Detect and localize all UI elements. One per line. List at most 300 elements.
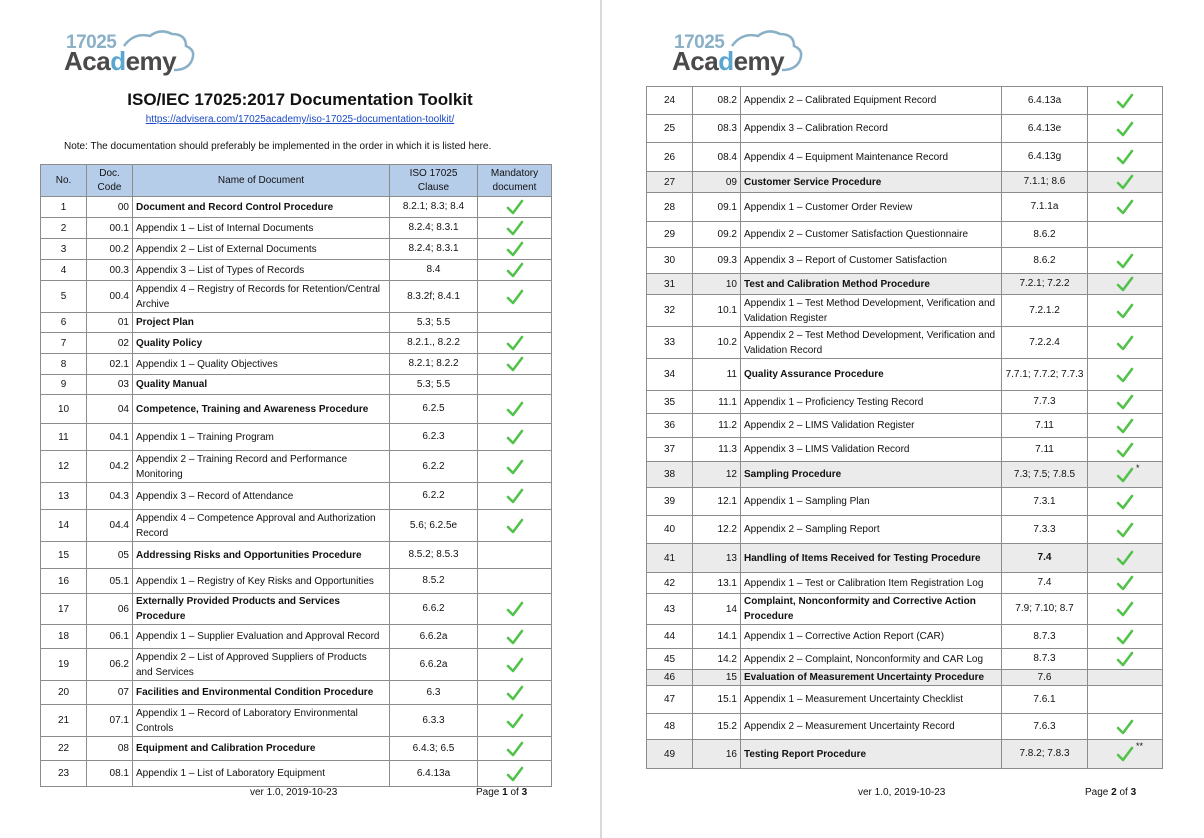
table-row [41,375,552,395]
iso-clause: 6.4.13g [1002,143,1088,172]
row-number: 15 [41,542,87,569]
iso-clause: 8.6.2 [1002,248,1088,274]
iso-clause: 6.3.3 [390,705,478,737]
document-name: Appendix 1 – Test or Calibration Item Registration Log [741,573,1002,594]
row-number: 27 [647,172,693,193]
table-row [41,451,552,483]
checkmark-icon [1116,367,1134,384]
table-row [647,686,1163,714]
row-number: 43 [647,594,693,625]
checkmark-icon [506,356,524,373]
table-row [647,87,1163,115]
footer-page-number [1085,787,1136,798]
mandatory-cell [1088,115,1163,143]
iso-clause: 7.4 [1002,573,1088,594]
checkmark-icon [506,601,524,618]
logo-word-accent: d [110,46,126,76]
table-row [41,395,552,424]
mandatory-cell [478,625,552,649]
logo-word [64,46,176,77]
mandatory-cell [1088,462,1163,488]
row-number: 4 [41,260,87,281]
row-number: 44 [647,625,693,649]
doc-code: 02 [87,333,133,354]
footer-current-page: 2 [1111,787,1117,798]
row-number: 6 [41,313,87,333]
header-mandatory-line1: Mandatory [490,167,539,179]
document-name: Appendix 1 – Test Method Development, Verification and Validation Register [741,295,1002,327]
row-number: 5 [41,281,87,313]
doc-code: 08 [87,737,133,761]
document-name: Appendix 4 – Competence Approval and Authorization Record [133,510,390,542]
checkmark-icon [506,401,524,418]
row-number: 11 [41,424,87,451]
table-row [647,544,1163,573]
checkmark-icon [1116,719,1134,736]
doc-code: 04.4 [87,510,133,542]
iso-clause: 6.4.3; 6.5 [390,737,478,761]
row-number: 32 [647,295,693,327]
checkmark-icon [506,518,524,535]
logo-word-start: Aca [672,46,719,76]
header-mandatory-line2: document [492,181,537,193]
row-number: 14 [41,510,87,542]
checkmark-icon [506,429,524,446]
row-number: 12 [41,451,87,483]
checkmark-icon [1116,121,1134,138]
table-row [647,573,1163,594]
document-name: Quality Manual [133,375,390,395]
row-number: 48 [647,714,693,740]
mandatory-cell [478,483,552,510]
checkmark-icon [506,220,524,237]
iso-clause: 7.1.1; 8.6 [1002,172,1088,193]
document-name: Appendix 3 – Report of Customer Satisfaction [741,248,1002,274]
footer-page-word: Page [1085,787,1109,798]
mandatory-cell [478,594,552,625]
document-name: Appendix 2 – Training Record and Performance Monitoring [133,451,390,483]
iso-clause: 7.4 [1002,544,1088,573]
row-number: 16 [41,569,87,594]
row-number: 33 [647,327,693,359]
document-name: Appendix 2 – List of External Documents [133,239,390,260]
mandatory-cell [1088,544,1163,573]
mandatory-cell [478,197,552,218]
iso-clause: 6.2.2 [390,451,478,483]
logo-word-start: Aca [64,46,111,76]
iso-clause: 6.4.13a [1002,87,1088,115]
iso-clause: 6.2.2 [390,483,478,510]
mandatory-cell [1088,143,1163,172]
iso-clause: 6.3 [390,681,478,705]
document-name: Appendix 2 – Complaint, Nonconformity and CAR Log [741,649,1002,670]
document-name: Document and Record Control Procedure [133,197,390,218]
row-number: 8 [41,354,87,375]
iso-clause: 7.2.2.4 [1002,327,1088,359]
row-number: 49 [647,740,693,769]
logo-number: 17025 [674,32,725,53]
header-clause-line1: ISO 17025 [409,167,458,179]
table-row [41,260,552,281]
iso-clause: 8.2.4; 8.3.1 [390,218,478,239]
doc-code: 03 [87,375,133,395]
table-row [41,333,552,354]
row-number: 17 [41,594,87,625]
doc-code: 13 [693,544,741,573]
doc-code: 13.1 [693,573,741,594]
checkmark-icon [1116,629,1134,646]
row-number: 36 [647,414,693,438]
iso-clause: 6.2.5 [390,395,478,424]
footnote-mark: ** [1136,741,1144,751]
document-name: Appendix 3 – Record of Attendance [133,483,390,510]
doc-code: 14 [693,594,741,625]
iso-clause: 7.11 [1002,414,1088,438]
document-name: Customer Service Procedure [741,172,1002,193]
document-name: Sampling Procedure [741,462,1002,488]
iso-clause: 8.6.2 [1002,222,1088,248]
iso-clause: 6.6.2 [390,594,478,625]
doc-code: 11.3 [693,438,741,462]
document-name: Appendix 2 – Sampling Report [741,516,1002,544]
table-row [647,359,1163,391]
document-name: Facilities and Environmental Condition Procedure [133,681,390,705]
row-number: 20 [41,681,87,705]
checkmark-icon [506,262,524,279]
checkmark-icon [506,629,524,646]
document-name: Appendix 3 – LIMS Validation Record [741,438,1002,462]
doc-code: 10.1 [693,295,741,327]
doc-code: 16 [693,740,741,769]
toolkit-link[interactable]: https://advisera.com/17025academy/iso-17025-documentation-toolkit/ [145,114,455,125]
mandatory-cell [478,239,552,260]
mandatory-cell [1088,516,1163,544]
iso-clause: 5.6; 6.2.5e [390,510,478,542]
row-number: 41 [647,544,693,573]
table-row [647,462,1163,488]
table-row [647,714,1163,740]
mandatory-cell [1088,172,1163,193]
row-number: 9 [41,375,87,395]
mandatory-cell [1088,87,1163,115]
checkmark-icon [506,488,524,505]
doc-code: 08.3 [693,115,741,143]
table-header-row [41,165,552,197]
iso-clause: 6.6.2a [390,649,478,681]
checkmark-icon [506,766,524,783]
iso-clause: 8.2.1; 8.2.2 [390,354,478,375]
table-row [647,649,1163,670]
table-row [647,172,1163,193]
table-row [647,115,1163,143]
row-number: 7 [41,333,87,354]
mandatory-cell [1088,625,1163,649]
doc-code: 01 [87,313,133,333]
checkmark-icon [1116,276,1134,293]
checkmark-icon [1116,550,1134,567]
doc-code: 06.2 [87,649,133,681]
iso-clause: 7.3.3 [1002,516,1088,544]
footer-of-word: of [1119,787,1128,798]
mandatory-cell [1088,740,1163,769]
table-row [647,625,1163,649]
row-number: 26 [647,143,693,172]
footer-of-word: of [510,787,519,798]
row-number: 13 [41,483,87,510]
iso-clause: 8.7.3 [1002,649,1088,670]
iso-clause: 8.2.1., 8.2.2 [390,333,478,354]
table-row [647,414,1163,438]
checkmark-icon [1116,394,1134,411]
document-name: Appendix 3 – List of Types of Records [133,260,390,281]
academy-logo [64,26,204,78]
document-name: Equipment and Calibration Procedure [133,737,390,761]
mandatory-cell [478,424,552,451]
checkmark-icon [1116,494,1134,511]
row-number: 42 [647,573,693,594]
row-number: 45 [647,649,693,670]
row-number: 24 [647,87,693,115]
footer-page-word: Page [476,787,500,798]
doc-code: 09.1 [693,193,741,222]
table-row [41,239,552,260]
document-name: Appendix 1 – Proficiency Testing Record [741,391,1002,414]
table-row [41,483,552,510]
table-row [41,594,552,625]
doc-code: 07.1 [87,705,133,737]
row-number: 40 [647,516,693,544]
row-number: 23 [41,761,87,787]
doc-code: 09.2 [693,222,741,248]
checkmark-icon [506,241,524,258]
doc-code: 00.1 [87,218,133,239]
iso-clause: 7.9; 7.10; 8.7 [1002,594,1088,625]
table-row [647,438,1163,462]
doc-code: 11 [693,359,741,391]
mandatory-cell [1088,649,1163,670]
document-name: Appendix 1 – Customer Order Review [741,193,1002,222]
logo-word-end: emy [733,46,785,76]
mandatory-cell [1088,295,1163,327]
header-clause-line2: Clause [417,181,450,193]
document-name: Project Plan [133,313,390,333]
document-name: Appendix 1 – Training Program [133,424,390,451]
doc-code: 06.1 [87,625,133,649]
document-name: Appendix 4 – Equipment Maintenance Record [741,143,1002,172]
checkmark-icon [1116,303,1134,320]
doc-code: 11.2 [693,414,741,438]
doc-code: 08.1 [87,761,133,787]
document-name: Appendix 1 – Measurement Uncertainty Checklist [741,686,1002,714]
document-name: Appendix 1 – Record of Laboratory Environmental Controls [133,705,390,737]
iso-clause: 7.7.3 [1002,391,1088,414]
doc-code: 06 [87,594,133,625]
header-doc-code-line2: Code [97,181,122,193]
table-row [647,193,1163,222]
mandatory-cell [478,395,552,424]
doc-code: 09 [693,172,741,193]
doc-code: 05.1 [87,569,133,594]
mandatory-cell [478,333,552,354]
row-number: 46 [647,670,693,686]
table-row [647,594,1163,625]
iso-clause: 8.7.3 [1002,625,1088,649]
checkmark-icon [1116,575,1134,592]
document-name: Appendix 1 – Sampling Plan [741,488,1002,516]
table-row [41,424,552,451]
document-name: Appendix 2 – Measurement Uncertainty Record [741,714,1002,740]
doc-code: 12.1 [693,488,741,516]
row-number: 47 [647,686,693,714]
doc-code: 04 [87,395,133,424]
header-name: Name of Document [133,165,390,197]
header-mandatory [478,165,552,197]
document-name: Testing Report Procedure [741,740,1002,769]
mandatory-cell [1088,391,1163,414]
row-number: 35 [647,391,693,414]
header-doc-code-line1: Doc. [99,167,120,179]
mandatory-cell [478,354,552,375]
row-number: 2 [41,218,87,239]
header-clause [390,165,478,197]
document-page-1 [0,0,600,838]
implementation-note: Note: The documentation should preferably be implemented in the order in which it is listed here. [64,141,492,152]
mandatory-cell [478,737,552,761]
iso-clause: 7.11 [1002,438,1088,462]
iso-clause: 8.2.4; 8.3.1 [390,239,478,260]
document-name: Appendix 1 – List of Laboratory Equipment [133,761,390,787]
iso-clause: 6.4.13a [390,761,478,787]
doc-code: 00.2 [87,239,133,260]
checkmark-icon [1116,522,1134,539]
checkmark-icon [1116,467,1134,484]
doc-code: 15.1 [693,686,741,714]
mandatory-cell [478,281,552,313]
table-row [41,681,552,705]
document-name: Complaint, Nonconformity and Corrective Action Procedure [741,594,1002,625]
row-number: 28 [647,193,693,222]
document-name: Externally Provided Products and Services Procedure [133,594,390,625]
table-row [647,327,1163,359]
iso-clause: 7.2.1.2 [1002,295,1088,327]
row-number: 30 [647,248,693,274]
table-row [647,143,1163,172]
checkmark-icon [1116,601,1134,618]
checkmark-icon [506,289,524,306]
iso-clause: 5.3; 5.5 [390,375,478,395]
mandatory-cell [478,542,552,569]
doc-code: 04.3 [87,483,133,510]
mandatory-cell [1088,193,1163,222]
iso-clause: 5.3; 5.5 [390,313,478,333]
doc-code: 12.2 [693,516,741,544]
document-name: Appendix 1 – Supplier Evaluation and Approval Record [133,625,390,649]
document-name: Addressing Risks and Opportunities Procedure [133,542,390,569]
doc-code: 14.2 [693,649,741,670]
document-name: Test and Calibration Method Procedure [741,274,1002,295]
footer-page-number [476,787,527,798]
mandatory-cell [478,375,552,395]
table-row [41,761,552,787]
checkmark-icon [1116,174,1134,191]
table-row [41,569,552,594]
mandatory-cell [478,681,552,705]
doc-code: 09.3 [693,248,741,274]
checkmark-icon [506,741,524,758]
mandatory-cell [478,569,552,594]
doc-code: 10 [693,274,741,295]
iso-clause: 8.5.2 [390,569,478,594]
checkmark-icon [506,657,524,674]
row-number: 10 [41,395,87,424]
table-row [647,488,1163,516]
document-name: Quality Assurance Procedure [741,359,1002,391]
doc-code: 11.1 [693,391,741,414]
footer-version: ver 1.0, 2019-10-23 [250,787,338,798]
table-row [647,670,1163,686]
doc-code: 05 [87,542,133,569]
iso-clause: 7.7.1; 7.7.2; 7.7.3 [1002,359,1088,391]
document-name: Appendix 2 – List of Approved Suppliers of Products and Services [133,649,390,681]
iso-clause: 8.5.2; 8.5.3 [390,542,478,569]
header-no: No. [41,165,87,197]
checkmark-icon [506,199,524,216]
checkmark-icon [1116,418,1134,435]
table-row [647,391,1163,414]
doc-code: 02.1 [87,354,133,375]
table-row [41,218,552,239]
mandatory-cell [478,260,552,281]
table-row [647,274,1163,295]
iso-clause: 8.2.1; 8.3; 8.4 [390,197,478,218]
checkmark-icon [506,459,524,476]
table-row [647,295,1163,327]
iso-clause: 8.3.2f; 8.4.1 [390,281,478,313]
iso-clause: 8.4 [390,260,478,281]
table-row [41,510,552,542]
footer-total-pages: 3 [521,787,528,798]
document-name: Handling of Items Received for Testing Procedure [741,544,1002,573]
iso-clause: 6.2.3 [390,424,478,451]
table-row [41,649,552,681]
row-number: 31 [647,274,693,295]
doc-code: 00.4 [87,281,133,313]
logo-word-accent: d [718,46,734,76]
table-row [41,542,552,569]
checkmark-icon [1116,199,1134,216]
table-row [41,197,552,218]
row-number: 21 [41,705,87,737]
checkmark-icon [1116,746,1134,763]
iso-clause: 6.6.2a [390,625,478,649]
doc-code: 04.2 [87,451,133,483]
documents-table-page-2 [646,86,1163,769]
mandatory-cell [478,761,552,787]
row-number: 18 [41,625,87,649]
document-name: Appendix 1 – Corrective Action Report (CAR) [741,625,1002,649]
iso-clause: 7.6 [1002,670,1088,686]
document-name: Appendix 4 – Registry of Records for Retention/Central Archive [133,281,390,313]
checkmark-icon [506,335,524,352]
iso-clause: 7.6.1 [1002,686,1088,714]
row-number: 37 [647,438,693,462]
mandatory-cell [1088,488,1163,516]
mandatory-cell [1088,414,1163,438]
doc-code: 12 [693,462,741,488]
doc-code: 08.4 [693,143,741,172]
checkmark-icon [1116,335,1134,352]
mandatory-cell [478,510,552,542]
